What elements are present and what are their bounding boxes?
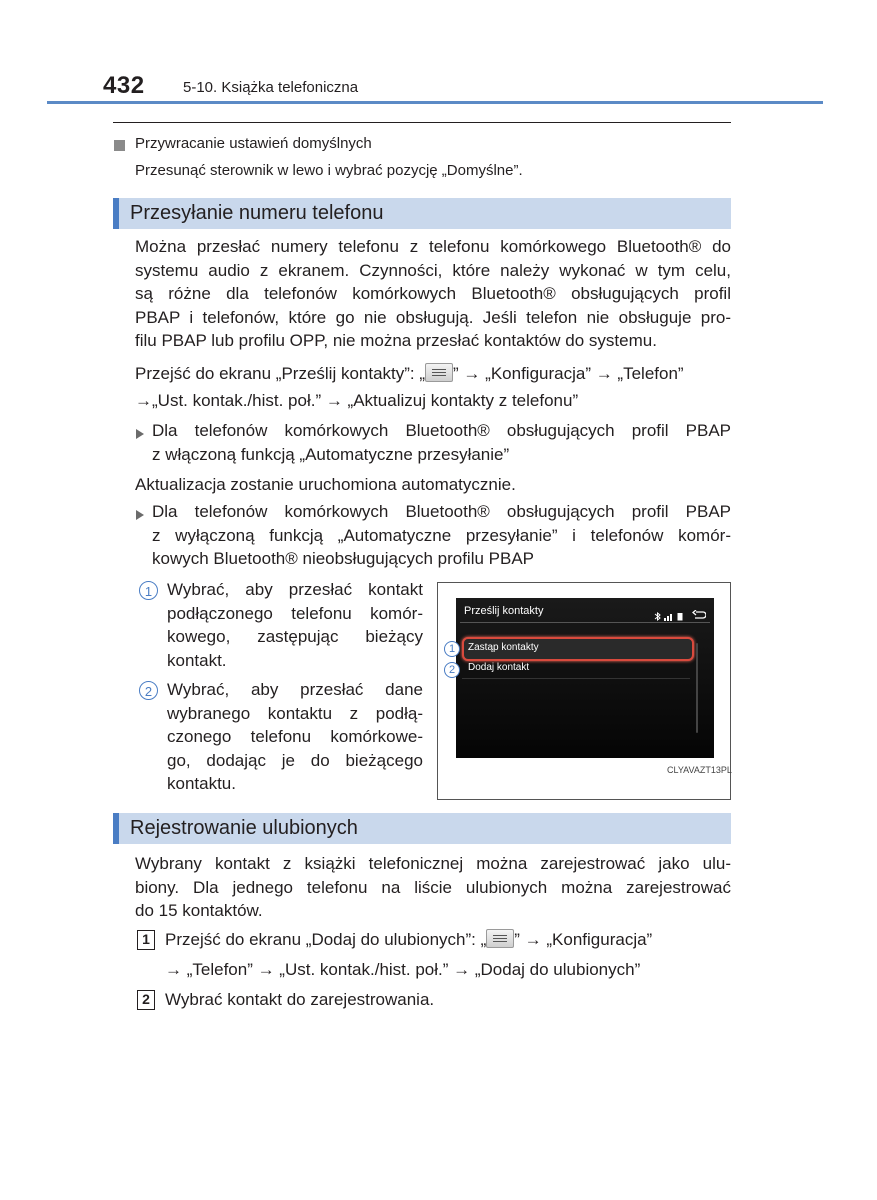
menu-button-icon <box>425 363 453 382</box>
header-rule <box>47 101 823 104</box>
text-line: Dla telefonów komórkowych Bluetooth® obsługujących profil PBAP <box>152 421 731 440</box>
battery-icon <box>677 608 683 626</box>
square-bullet-icon <box>114 138 125 156</box>
screen-title: Prześlij kontakty <box>464 605 544 617</box>
transfer-path-line2: →„Ust. kontak./hist. poł.” → „Aktualizuj kontakty z telefonu” <box>135 391 579 410</box>
text-line: Dla telefonów komórkowych Bluetooth® obsługujących profil PBAP <box>152 502 731 521</box>
section-header-favorites <box>113 813 731 844</box>
step-1-line2: → „Telefon” → „Ust. kontak./hist. poł.” → „Dodaj do ulubionych” <box>165 960 641 979</box>
callout-1-icon: 1 <box>139 581 158 601</box>
bluetooth-icon <box>653 608 662 616</box>
text-line: biony. Dla jednego telefonu na liście ulubionych można zarejestrować <box>135 877 731 897</box>
triangle-bullet-icon <box>136 507 144 525</box>
step-1-text <box>165 928 652 952</box>
triangle-bullet-icon <box>136 426 144 444</box>
restore-text: Przesunąć sterownik w lewo i wybrać pozycję „Domyślne”. <box>135 162 523 179</box>
screen-illustration <box>456 598 714 758</box>
text-line: czonego telefonu komórkowe- <box>167 727 423 746</box>
step-2-text: Wybrać kontakt do zarejestrowania. <box>165 990 435 1009</box>
bullet-auto-on <box>152 419 731 466</box>
text-line: systemu audio z ekranem. Czynności, które należy wykonać w tym celu, <box>135 260 731 280</box>
text-line: kontakt. <box>167 650 227 670</box>
screen-divider <box>460 622 710 623</box>
step-text: Przejść do ekranu „Dodaj do ulubionych”: „ <box>165 930 487 949</box>
path-text: Przejść do ekranu „Prześlij kontakty”: „ <box>135 364 426 383</box>
text-line: do 15 kontaktów. <box>135 901 263 920</box>
bullet-auto-off <box>152 500 731 571</box>
text-line: go, dodając je do bieżącego <box>167 750 423 770</box>
item-replace-description <box>167 578 423 672</box>
text-line: Wybrany kontakt z książki telefonicznej można zarejestrować jako ulu- <box>135 854 731 873</box>
auto-update-text: Aktualizacja zostanie uruchomiona automatycznie. <box>135 475 516 494</box>
option-add-contact[interactable] <box>462 658 690 679</box>
text-line: Wybrać, aby przesłać dane <box>167 680 423 699</box>
signal-icon <box>664 608 674 626</box>
path-text: ” → „Konfiguracja” → „Telefon” <box>453 364 684 383</box>
scrollbar[interactable] <box>696 643 698 733</box>
section-title: Rejestrowanie ulubionych <box>130 817 358 839</box>
text-line: kowych Bluetooth® nieobsługujących profilu PBAP <box>152 549 535 568</box>
text-line: kowego, zastępując bieżący <box>167 627 423 646</box>
chapter-title: 5-10. Książka telefoniczna <box>183 79 359 96</box>
section-title: Przesyłanie numeru telefonu <box>130 202 384 224</box>
step-2-icon: 2 <box>137 990 155 1010</box>
favorites-paragraph <box>135 852 731 923</box>
text-line: z wyłączoną funkcją „Automatyczne przesyłanie” i telefonów komór- <box>152 525 731 545</box>
screen-marker-2: 2 <box>444 660 460 678</box>
item-add-description <box>167 678 423 796</box>
text-line: Można przesłać numery telefonu z telefonu komórkowego Bluetooth® do <box>135 237 731 256</box>
screen-caption: CLYAVAZT13PL <box>667 765 732 775</box>
transfer-paragraph <box>135 235 731 353</box>
option-label: Dodaj kontakt <box>468 662 530 673</box>
text-line: są różne dla telefonów komórkowych Bluetooth® obsługujących profil <box>135 284 731 303</box>
text-line: filu PBAP lub profilu OPP, nie można przesłać kontaktów do systemu. <box>135 331 657 350</box>
text-line: z włączoną funkcją „Automatyczne przesyłanie” <box>152 444 510 464</box>
screen-marker-1: 1 <box>444 639 460 657</box>
divider <box>113 122 731 123</box>
text-line: kontaktu. <box>167 774 236 793</box>
text-line: Wybrać, aby przesłać kontakt <box>167 580 423 599</box>
text-line: podłączonego telefonu komór- <box>167 603 423 623</box>
step-text: ” → „Konfiguracja” <box>514 930 653 949</box>
callout-2-icon: 2 <box>139 681 158 701</box>
text-line: wybranego kontaktu z podłą- <box>167 703 423 723</box>
menu-button-icon <box>486 929 514 948</box>
transfer-path <box>135 362 731 386</box>
step-1-icon: 1 <box>137 930 155 950</box>
page-number: 432 <box>103 72 145 99</box>
option-label: Zastąp kontakty <box>468 642 539 653</box>
restore-title: Przywracanie ustawień domyślnych <box>135 135 372 152</box>
section-header-transfer <box>113 198 731 229</box>
text-line: PBAP i telefonów, które go nie obsługują. Jeśli telefon nie obsługuje pro- <box>135 307 731 327</box>
